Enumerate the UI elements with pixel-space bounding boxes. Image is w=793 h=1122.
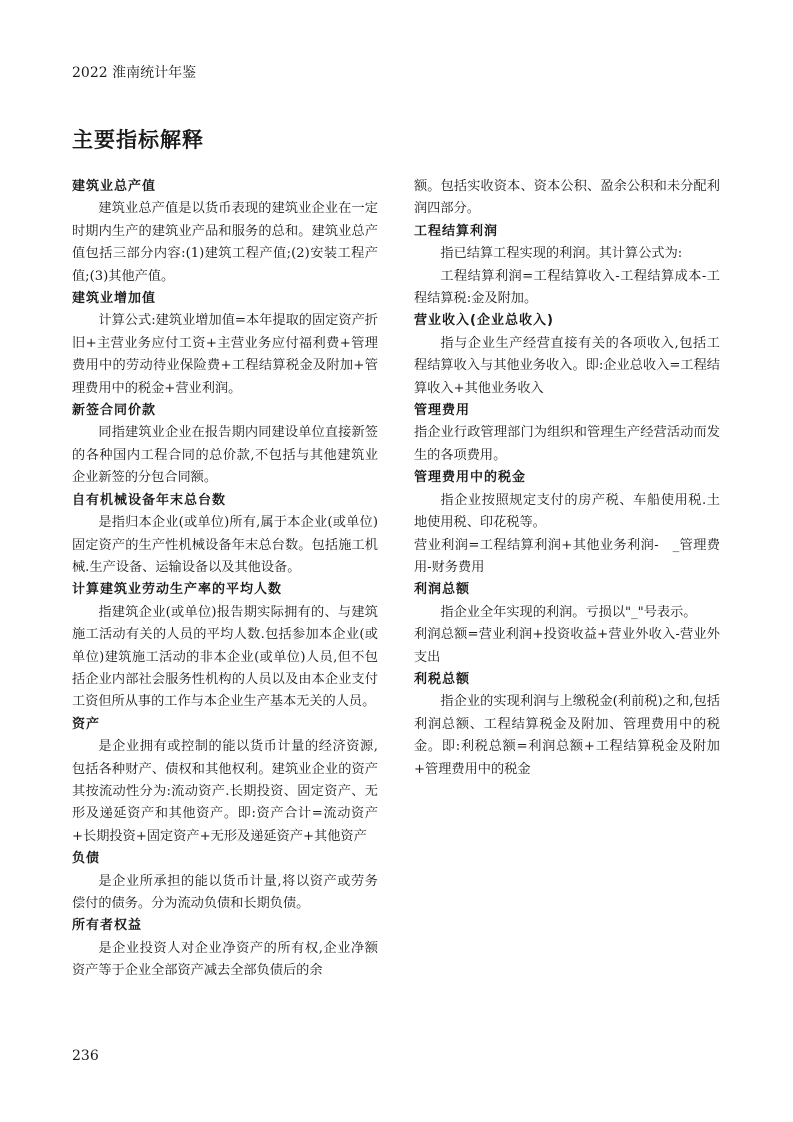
page-number: 236: [72, 1048, 99, 1064]
term-definition: 计算公式:建筑业增加值=本年提取的固定资产折旧+主营业务应付工资+主营业务应付福利费+管理费用中的劳动待业保险费+工程结算税金及附加+管理费用中的税金+营业利润。: [72, 313, 378, 396]
term-definition: 是指归本企业(或单位)所有,属于本企业(或单位)固定资产的生产性机械设备年末总台数。包括施工机械.生产设备、运输设备以及其他设备。: [72, 515, 378, 575]
term-heading: 资产: [72, 716, 101, 732]
term-definition: 指建筑企业(或单位)报告期实际拥有的、与建筑施工活动有关的人员的平均人数.包括参加本企业(或单位)建筑施工活动的非本企业(或单位)人员,但不包括企业内部社会服务性机构的人员以及由本企业支付工资但所从事的工作与本企业生产基本无关的人员。: [72, 604, 378, 710]
term-definition-continued: 额。包括实收资本、资本公积、盈余公积和未分配利润四部分。: [414, 179, 720, 217]
term-heading: 负债: [72, 851, 101, 867]
term-definition: 指企业按照规定支付的房产税、车船使用税.土地使用税、印花税等。: [414, 492, 720, 531]
term-definition: 建筑业总产值是以货币表现的建筑业企业在一定时期内生产的建筑业产品和服务的总和。建筑业总产值包括三部分内容:(1)建筑工程产值;(2)安装工程产值;(3)其他产值。: [72, 201, 378, 284]
term-heading: 所有者权益: [72, 918, 143, 934]
term-heading: 建筑业增加值: [72, 291, 157, 307]
term-heading: 计算建筑业劳动生产率的平均人数: [72, 582, 283, 598]
term-definition: 指已结算工程实现的利润。其计算公式为:: [440, 246, 683, 262]
term-heading: 工程结算利润: [414, 223, 499, 239]
formula: 营业利润=工程结算利润+其他业务利润- _管理费用-财务费用: [414, 537, 720, 575]
term-heading: 管理费用中的税金: [414, 470, 527, 486]
term-heading: 新签合同价款: [72, 403, 157, 419]
term-definition: 同指建筑业企业在报告期内同建设单位直接新签的各种国内工程合同的总价款,不包括与其他建筑业企业新签的分包合同额。: [72, 425, 378, 486]
term-heading: 建筑业总产值: [72, 179, 157, 194]
term-definition: 指与企业生产经营直接有关的各项收入,包括工程结算收入与其他业务收入。即:企业总收入=工程结算收入+其他业务收入: [414, 335, 720, 396]
yearbook-header: 2022 淮南统计年鉴: [72, 65, 197, 81]
right-column: [414, 176, 720, 781]
term-definition: 是企业所承担的能以货币计量,将以资产或劳务偿付的债务。分为流动负债和长期负债。: [72, 873, 378, 911]
page-title: 主要指标解释: [72, 128, 204, 152]
term-definition: 指企业的实现利润与上缴税金(利前税)之和,包括利润总额、工程结算税金及附加、管理费用中的税金。即:利税总额=利润总额+工程结算税金及附加+管理费用中的税金: [414, 694, 720, 777]
term-definition: 是企业拥有或控制的能以货币计量的经济资源,包括各种财产、债权和其他权利。建筑业企业的资产其按流动性分为:流动资产.长期投资、固定资产、无形及递延资产和其他资产。即:资产合计=流动资产+长期投资+固定资产+无形及递延资产+其他资产: [72, 739, 378, 844]
term-definition: 是企业投资人对企业净资产的所有权,企业净额资产等于企业全部资产减去全部负债后的余: [72, 940, 378, 979]
term-heading: 利润总额: [414, 582, 471, 598]
term-heading: 利税总额: [414, 671, 471, 687]
term-heading: 管理费用: [414, 403, 471, 419]
term-definition: 指企业行政管理部门为组织和管理生产经营活动而发生的各项费用。: [414, 425, 720, 463]
term-heading: 自有机械设备年末总台数: [72, 492, 227, 508]
left-column: [72, 176, 378, 983]
term-definition: 指企业全年实现的利润。亏损以"_"号表示。: [440, 604, 697, 620]
term-heading: 营业收入(企业总收入): [414, 313, 554, 329]
formula: 工程结算利润=工程结算收入-工程结算成本-工程结算税:金及附加。: [414, 268, 720, 307]
formula: 利润总额=营业利润+投资收益+营业外收入-营业外支出: [414, 627, 720, 665]
